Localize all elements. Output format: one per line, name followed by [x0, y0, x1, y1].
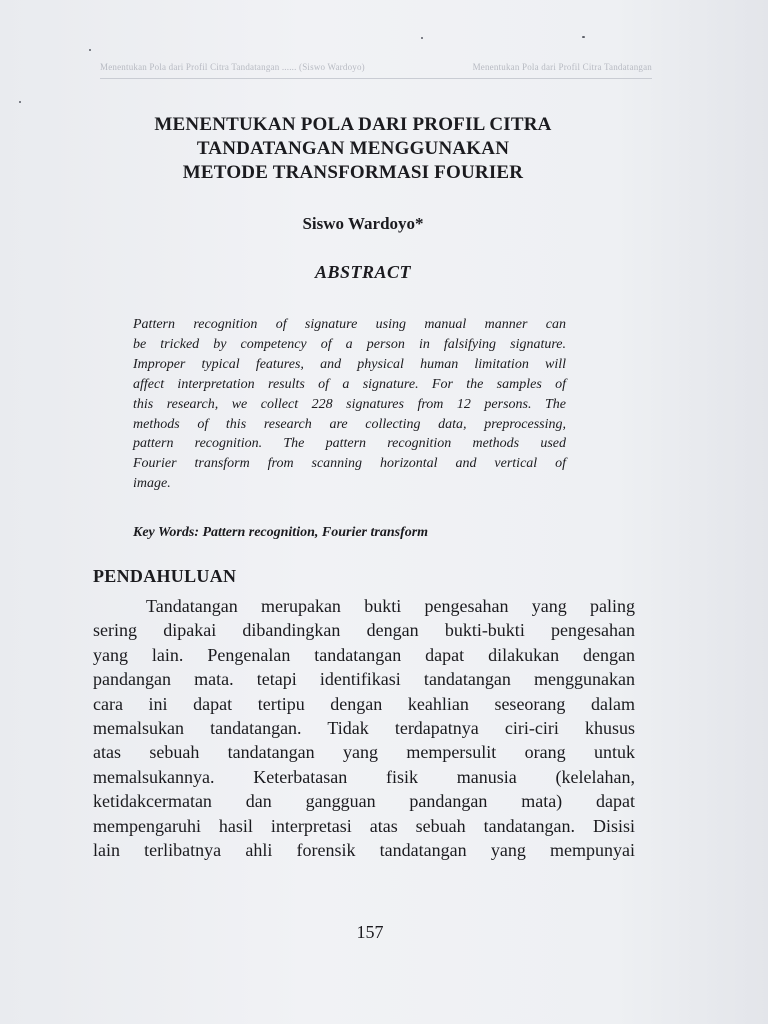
- scan-speck: [19, 101, 21, 103]
- bleed-through-column: [600, 110, 768, 390]
- body-line: memalsukan tandatangan. Tidak terdapatnya ciri-ciri khusus: [93, 718, 635, 739]
- abstract-line: Improper typical features, and physical human limitation will: [133, 356, 566, 372]
- body-line: mempengaruhi hasil interpretasi atas sebuah tandatangan. Disisi: [93, 815, 635, 836]
- body-line: yang lain. Pengenalan tandatangan dapat dilakukan dengan: [93, 644, 635, 665]
- abstract-heading: ABSTRACT: [314, 262, 412, 282]
- paper-title: [90, 113, 616, 185]
- body-line: cara ini dapat tertipu dengan keahlian seseorang dalam: [93, 693, 635, 714]
- scan-speck: [89, 49, 91, 51]
- body-line: Tandatangan merupakan bukti pengesahan yang paling: [146, 596, 635, 616]
- faint-running-header: [100, 62, 652, 79]
- abstract-line: image.: [133, 476, 171, 492]
- title-line: TANDATANGAN MENGGUNAKAN: [196, 138, 510, 159]
- body-line: lain terlibatnya ahli forensik tandatangan yang mempunyai: [93, 840, 635, 861]
- body-line: memalsukannya. Keterbatasan fisik manusia (kelelahan,: [93, 766, 635, 787]
- faint-header-left: Menentukan Pola dari Profil Citra Tandatangan ...... (Siswo Wardoyo): [100, 62, 365, 72]
- abstract-body: [133, 315, 566, 494]
- abstract-line: pattern recognition. The pattern recognition methods used: [133, 436, 566, 452]
- body-line: ketidakcermatan dan gangguan pandangan mata) dapat: [93, 791, 635, 812]
- page-number: 157: [356, 922, 384, 942]
- title-line: MENENTUKAN POLA DARI PROFIL CITRA: [154, 114, 552, 135]
- abstract-line: this research, we collect 228 signatures from 12 persons. The: [133, 396, 566, 412]
- faint-header-right: Menentukan Pola dari Profil Citra Tandatangan: [472, 62, 652, 72]
- abstract-line: be tricked by competency of a person in falsifying signature.: [133, 336, 566, 352]
- body-line: pandangan mata. tetapi identifikasi tandatangan menggunakan: [93, 669, 635, 690]
- abstract-line: methods of this research are collecting data, preprocessing,: [133, 416, 566, 432]
- scan-speck: [421, 37, 423, 39]
- body-line: sering dipakai dibandingkan dengan bukti-bukti pengesahan: [93, 620, 635, 641]
- section-heading: PENDAHULUAN: [93, 566, 237, 586]
- abstract-line: Fourier transform from scanning horizontal and vertical of: [133, 456, 566, 472]
- abstract-line: affect interpretation results of a signature. For the samples of: [133, 376, 566, 392]
- abstract-line: Pattern recognition of signature using manual manner can: [133, 317, 566, 332]
- key-words: Key Words: Pattern recognition, Fourier transform: [133, 525, 429, 540]
- scan-speck: [582, 36, 585, 38]
- title-line: METODE TRANSFORMASI FOURIER: [182, 162, 524, 183]
- body-paragraph: [93, 594, 635, 862]
- body-line: atas sebuah tandatangan yang mempersulit orang untuk: [93, 742, 635, 763]
- author-name: Siswo Wardoyo*: [302, 214, 424, 233]
